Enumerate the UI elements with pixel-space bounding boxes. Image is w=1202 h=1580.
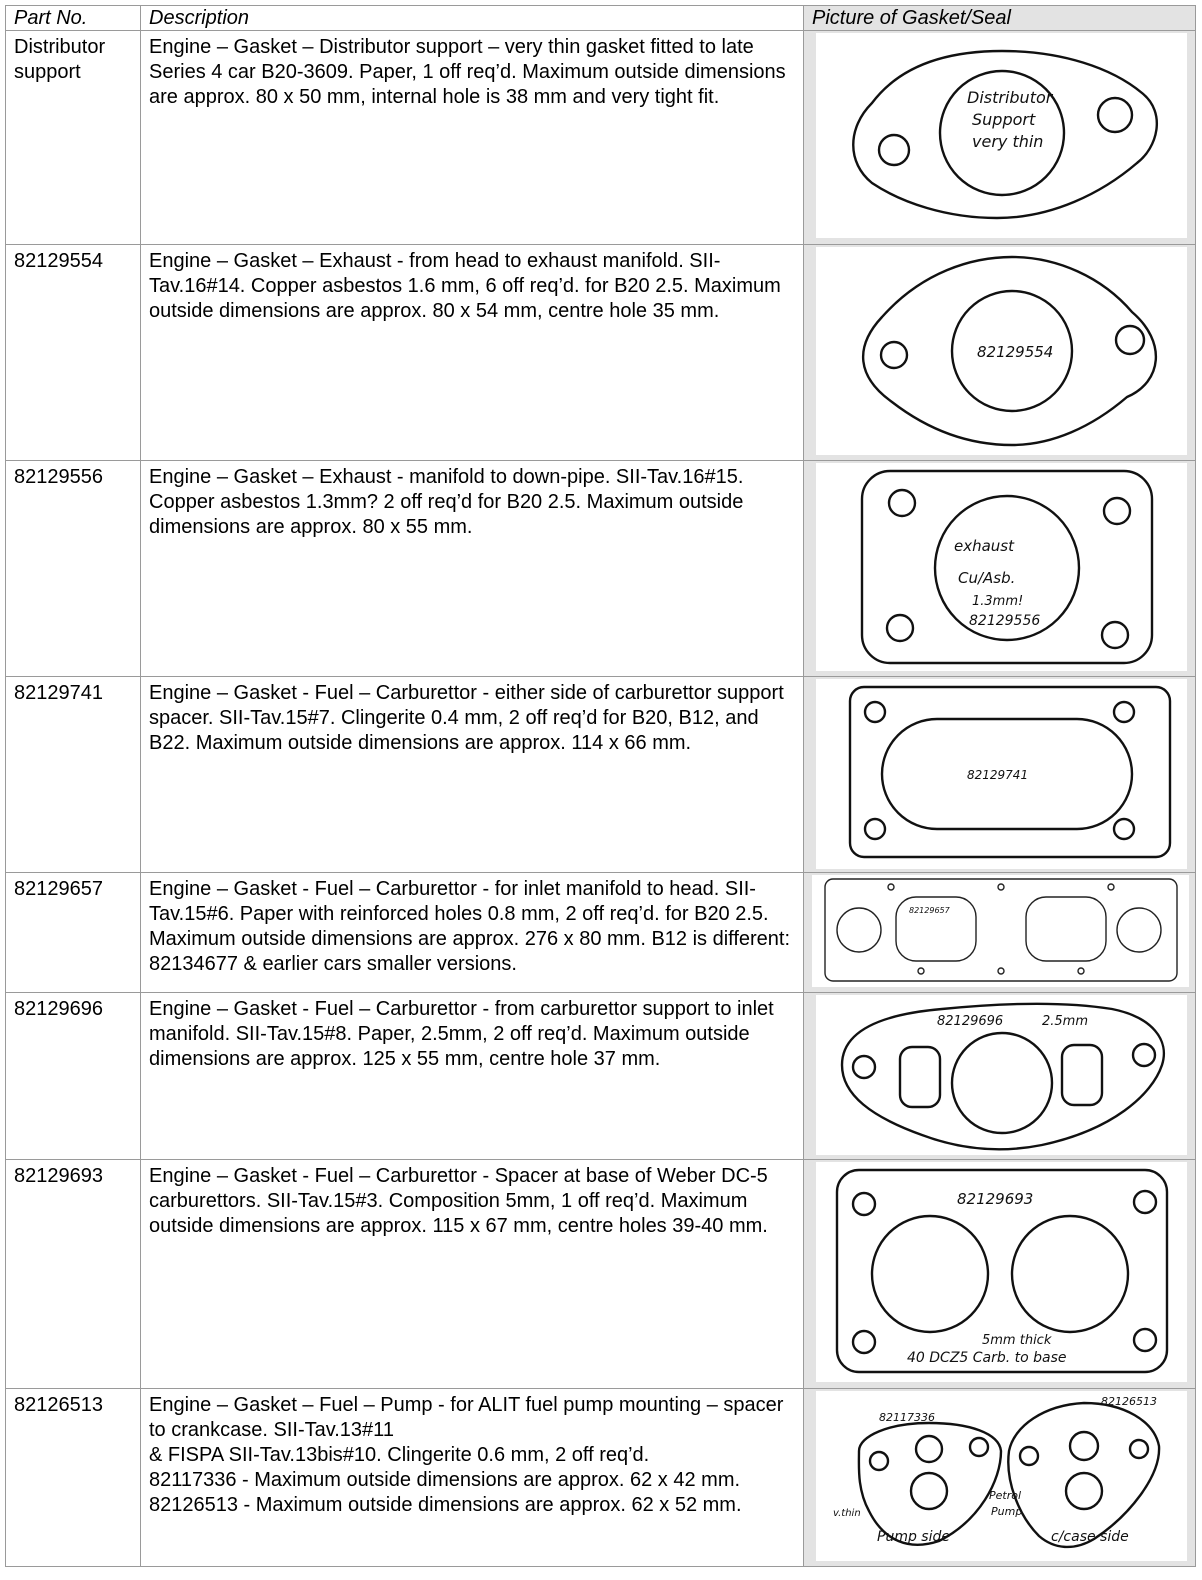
- picture-label: Pump: [991, 1505, 1023, 1518]
- header-part-no: Part No.: [6, 6, 141, 31]
- picture-label: Cu/Asb.: [957, 569, 1015, 587]
- gasket-drawing: [821, 875, 1181, 987]
- gasket-drawing: [832, 33, 1172, 238]
- gasket-drawing: [832, 247, 1172, 455]
- gasket-table: [5, 5, 1196, 1567]
- picture-label: 2.5mm: [1041, 1014, 1088, 1029]
- description: Engine – Gasket - Fuel – Carburettor - Spacer at base of Weber DC-5 carburettors. SII-Tav.15#3. Composition 5mm, 1 off req’d. Maximum outside dimensions are approx. 115 x 67 mm, centre holes 39-40 mm.: [141, 1160, 804, 1389]
- description: Engine – Gasket - Fuel – Carburettor - from carburettor support to inlet manifold. SII-Tav.15#8. Paper, 2.5mm, 2 off req’d. Maximum outside dimensions are approx. 125 x 55 mm, centre hole 37 mm.: [141, 993, 804, 1160]
- gasket-drawing: [832, 995, 1172, 1155]
- description-line: & FISPA SII-Tav.13bis#10. Clingerite 0.6 mm, 2 off req’d.: [149, 1444, 650, 1466]
- part-number: 82129741: [6, 677, 141, 873]
- picture-label: Pump side: [877, 1529, 950, 1545]
- part-number: 82129657: [6, 873, 141, 993]
- description: Engine – Gasket – Exhaust - from head to exhaust manifold. SII-Tav.16#14. Copper asbestos 1.6 mm, 6 off req’d. for B20 2.5. Maximum outside dimensions are approx. 80 x 54 mm, centre hole 35 mm.: [141, 245, 804, 461]
- description-line: 82126513 - Maximum outside dimensions are approx. 62 x 52 mm.: [149, 1494, 742, 1516]
- gasket-picture-cell: [804, 993, 1196, 1160]
- picture-label: 82129696: [936, 1014, 1003, 1029]
- picture-label: 82129554: [976, 343, 1053, 361]
- gasket-picture-cell: [804, 677, 1196, 873]
- part-number: 82129696: [6, 993, 141, 1160]
- part-number: 82129693: [6, 1160, 141, 1389]
- gasket-drawing: [832, 679, 1172, 869]
- table-row: [6, 677, 1196, 873]
- table-row: [6, 873, 1196, 993]
- picture-label: 82129556: [968, 613, 1040, 629]
- part-number: 82126513: [6, 1389, 141, 1567]
- table-row: [6, 993, 1196, 1160]
- picture-label: Petrol: [989, 1489, 1022, 1502]
- gasket-drawing: [829, 1391, 1174, 1561]
- picture-label: very thin: [971, 132, 1043, 151]
- description: Engine – Gasket - Fuel – Carburettor - for inlet manifold to head. SII-Tav.15#6. Paper with reinforced holes 0.8 mm, 2 off req’d. for B20 2.5. Maximum outside dimensions are approx. 276 x 80 mm. B12 is different: 82134677 & earlier cars smaller versions.: [141, 873, 804, 993]
- description: [141, 1389, 804, 1567]
- picture-label: Distributor: [966, 88, 1052, 107]
- table-row: [6, 245, 1196, 461]
- picture-label: 82117336: [879, 1411, 935, 1424]
- header-description: Description: [141, 6, 804, 31]
- description: Engine – Gasket - Fuel – Carburettor - either side of carburettor support spacer. SII-Tav.15#7. Clingerite 0.4 mm, 2 off req’d for B20, B12, and B22. Maximum outside dimensions are approx. 114 x 66 mm.: [141, 677, 804, 873]
- picture-label: 40 DCZ5 Carb. to base: [906, 1350, 1067, 1366]
- table-row: [6, 1389, 1196, 1567]
- part-number: Distributor support: [6, 31, 141, 245]
- picture-label: 82126513: [1101, 1395, 1157, 1408]
- gasket-drawing: [832, 463, 1172, 671]
- table-row: [6, 461, 1196, 677]
- picture-label: 82129657: [908, 906, 950, 915]
- header-picture: Picture of Gasket/Seal: [804, 6, 1196, 31]
- picture-label: Support: [971, 110, 1035, 129]
- table-row: [6, 1160, 1196, 1389]
- gasket-picture-cell: [804, 461, 1196, 677]
- picture-label: 82129741: [966, 768, 1028, 782]
- gasket-picture-cell: [804, 1389, 1196, 1567]
- description: Engine – Gasket – Distributor support – very thin gasket fitted to late Series 4 car B20-3609. Paper, 1 off req’d. Maximum outside dimensions are approx. 80 x 50 mm, internal hole is 38 mm and very tight fit.: [141, 31, 804, 245]
- header-row: [6, 6, 1196, 31]
- part-number: 82129556: [6, 461, 141, 677]
- part-number: 82129554: [6, 245, 141, 461]
- description: Engine – Gasket – Exhaust - manifold to down-pipe. SII-Tav.16#15. Copper asbestos 1.3mm? 2 off req’d for B20 2.5. Maximum outside dimensions are approx. 80 x 55 mm.: [141, 461, 804, 677]
- table-row: [6, 31, 1196, 245]
- picture-label: v.thin: [833, 1508, 861, 1519]
- picture-label: exhaust: [953, 537, 1014, 555]
- gasket-picture-cell: [804, 31, 1196, 245]
- picture-label: 82129693: [956, 1190, 1033, 1208]
- gasket-picture-cell: [804, 245, 1196, 461]
- picture-label: 1.3mm!: [971, 594, 1023, 609]
- description-line: Engine – Gasket – Fuel – Pump - for ALIT fuel pump mounting – spacer to crankcase. SII-Tav.13#11: [149, 1394, 784, 1441]
- picture-label: 5mm thick: [981, 1333, 1051, 1348]
- picture-label: c/case side: [1051, 1529, 1129, 1545]
- gasket-drawing: [827, 1162, 1177, 1382]
- description-line: 82117336 - Maximum outside dimensions are approx. 62 x 42 mm.: [149, 1469, 741, 1491]
- gasket-picture-cell: [804, 1160, 1196, 1389]
- gasket-picture-cell: [804, 873, 1196, 993]
